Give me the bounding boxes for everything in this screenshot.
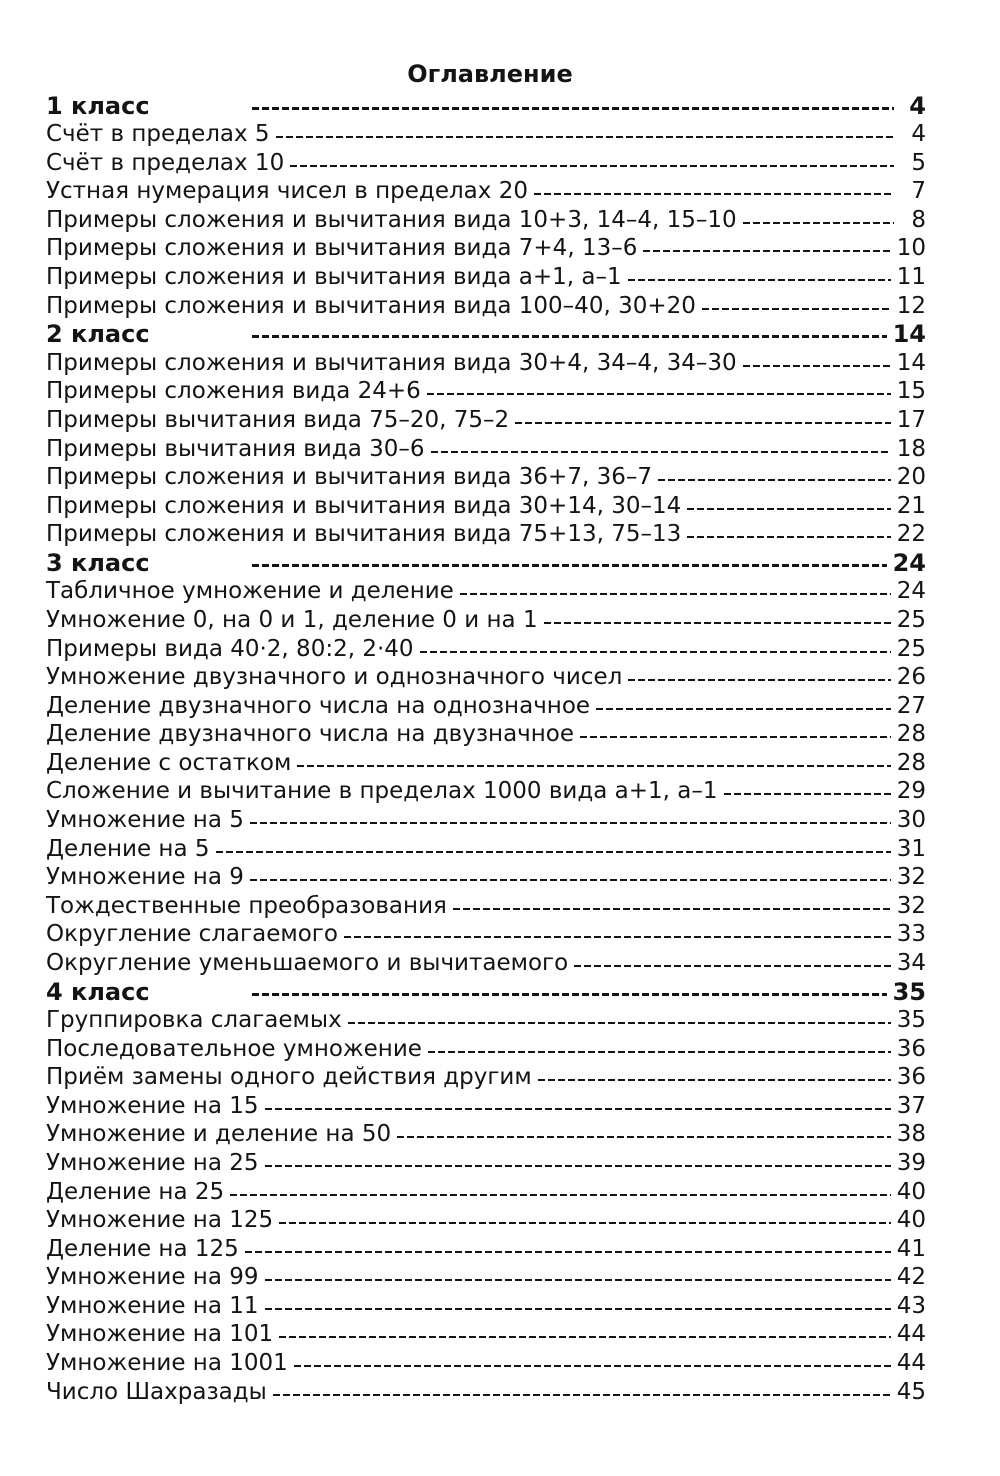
toc-list [46,90,926,1405]
toc-entry-label: Устная нумерация чисел в пределах 20 [46,178,528,205]
toc-page-number: 21 [896,492,926,519]
toc-entry [46,862,926,891]
toc-entry-label: Примеры сложения вида 24+6 [46,378,421,405]
toc-entry-label: Деление на 125 [46,1235,239,1262]
toc-page-number: 37 [896,1092,926,1119]
toc-entry-label: Умножение на 25 [46,1149,259,1176]
toc-page-number: 44 [896,1350,926,1377]
toc-page-number: 24 [892,548,926,577]
toc-page-number: 20 [896,464,926,491]
toc-entry [46,1005,926,1034]
toc-entry [46,604,926,633]
dash-leader [265,1308,891,1310]
dash-leader [397,1136,891,1138]
dash-leader [580,736,891,738]
toc-page-number: 38 [896,1121,926,1148]
toc-page-number: 29 [896,778,926,805]
toc-entry-label: Примеры вида 40·2, 80:2, 2·40 [46,635,414,662]
toc-entry [46,1176,926,1205]
toc-page-number: 12 [896,292,926,319]
toc-entry [46,204,926,233]
toc-page-number: 14 [892,320,926,349]
dash-leader [290,165,894,167]
dash-leader [515,422,891,424]
dash-leader [294,1365,891,1367]
toc-entry [46,947,926,976]
toc-entry-label: Табличное умножение и деление [46,578,454,605]
toc-entry-label: Тождественные преобразования [46,892,447,919]
toc-page-number: 14 [896,349,926,376]
toc-entry [46,690,926,719]
toc-entry [46,804,926,833]
toc-page-number: 7 [911,178,926,205]
dash-leader [252,107,894,110]
toc-section-heading [46,547,926,576]
dash-leader [344,936,891,938]
dash-leader [453,908,891,910]
toc-entry [46,347,926,376]
toc-section-heading [46,976,926,1005]
toc-page-number: 41 [896,1235,926,1262]
toc-entry-label: Деление двузначного числа на двузначное [46,721,575,748]
dash-leader [265,1165,891,1167]
toc-entry [46,1376,926,1405]
toc-page-number: 42 [896,1264,926,1291]
toc-page-number: 44 [896,1321,926,1348]
toc-entry [46,633,926,662]
toc-page-number: 28 [896,721,926,748]
toc-page-number: 10 [896,235,926,262]
dash-leader [252,564,887,567]
toc-entry-label: Умножение на 15 [46,1092,259,1119]
toc-entry [46,719,926,748]
dash-leader [534,193,894,195]
toc-entry-label: Умножение на 101 [46,1321,274,1348]
toc-page-number: 35 [892,977,926,1006]
toc-section-label: 4 класс [46,977,150,1006]
toc-page-number: 28 [896,749,926,776]
toc-entry [46,776,926,805]
toc-entry [46,1147,926,1176]
toc-entry-label: Умножение и деление на 50 [46,1121,392,1148]
dash-leader [348,1022,891,1024]
toc-page-number: 45 [896,1378,926,1405]
toc-title: Оглавление [407,60,573,88]
toc-entry-label: Примеры вычитания вида 75–20, 75–2 [46,406,510,433]
toc-page-number: 27 [896,692,926,719]
toc-entry [46,1347,926,1376]
toc-entry-label: Примеры сложения и вычитания вида 100–40, 30+20 [46,292,696,319]
toc-page-number: 17 [896,406,926,433]
toc-section-label: 3 класс [46,548,150,577]
toc-page-number: 26 [896,664,926,691]
toc-page-number: 43 [896,1292,926,1319]
toc-page-number: 11 [896,264,926,291]
toc-page-number: 32 [896,892,926,919]
toc-entry [46,1062,926,1091]
toc-entry [46,404,926,433]
dash-leader [265,1279,891,1281]
toc-entry-label: Сложение и вычитание в пределах 1000 вида а+1, а–1 [46,778,718,805]
toc-page [46,58,926,1405]
toc-entry [46,1262,926,1291]
dash-leader [276,136,894,138]
toc-entry [46,919,926,948]
dash-leader [643,250,890,252]
toc-entry [46,576,926,605]
toc-entry [46,1090,926,1119]
dash-leader [538,1079,891,1081]
dash-leader [687,536,890,538]
toc-page-number: 15 [896,378,926,405]
toc-entry-label: Деление с остатком [46,749,292,776]
dash-leader [427,393,891,395]
toc-page-number: 31 [896,835,926,862]
dash-leader [628,279,891,281]
dash-leader [420,651,891,653]
toc-entry-label: Число Шахразады [46,1378,267,1405]
toc-entry-label: Округление уменьшаемого и вычитаемого [46,949,569,976]
toc-entry [46,462,926,491]
toc-section-heading [46,90,926,119]
toc-entry [46,519,926,548]
dash-leader [250,879,891,881]
toc-entry-label: Примеры сложения и вычитания вида 36+7, 36–7 [46,464,652,491]
toc-entry-label: Умножение на 99 [46,1264,259,1291]
toc-section-label: 1 класс [46,91,150,120]
dash-leader [628,679,890,681]
toc-entry [46,890,926,919]
toc-entry [46,433,926,462]
dash-leader [265,1108,891,1110]
toc-page-number: 40 [896,1207,926,1234]
toc-entry-label: Примеры вычитания вида 30–6 [46,435,425,462]
toc-page-number: 30 [896,807,926,834]
toc-entry [46,1290,926,1319]
toc-entry-label: Деление на 5 [46,835,210,862]
dash-leader [250,822,891,824]
toc-entry-label: Умножение 0, на 0 и 1, деление 0 и на 1 [46,606,538,633]
toc-entry [46,1205,926,1234]
toc-entry-label: Умножение двузначного и однозначного чисел [46,664,623,691]
dash-leader [252,993,887,996]
toc-entry-label: Примеры сложения и вычитания вида 30+14, 30–14 [46,492,682,519]
toc-entry-label: Умножение на 5 [46,807,244,834]
toc-entry-label: Умножение на 11 [46,1292,259,1319]
dash-leader [596,708,891,710]
toc-entry [46,261,926,290]
toc-entry [46,376,926,405]
dash-leader [297,765,890,767]
toc-entry-label: Примеры сложения и вычитания вида 30+4, 34–4, 34–30 [46,349,737,376]
toc-page-number: 36 [896,1064,926,1091]
toc-entry-label: Умножение на 125 [46,1207,274,1234]
dash-leader [230,1194,891,1196]
toc-entry [46,1119,926,1148]
toc-entry-label: Счёт в пределах 5 [46,121,270,148]
toc-entry-label: Умножение на 9 [46,864,244,891]
toc-section-heading [46,319,926,348]
toc-page-number: 33 [896,921,926,948]
toc-page-number: 34 [896,949,926,976]
toc-entry-label: Примеры сложения и вычитания вида 7+4, 13–6 [46,235,638,262]
toc-page-number: 39 [896,1149,926,1176]
toc-page-number: 4 [909,91,926,120]
toc-entry [46,833,926,862]
toc-page-number: 24 [896,578,926,605]
dash-leader [743,365,891,367]
toc-entry [46,490,926,519]
toc-entry-label: Примеры сложения и вычитания вида 10+3, 14–4, 15–10 [46,206,737,233]
toc-page-number: 40 [896,1178,926,1205]
toc-entry-label: Деление на 25 [46,1178,225,1205]
toc-page-number: 18 [896,435,926,462]
toc-entry [46,119,926,148]
dash-leader [428,1051,891,1053]
dash-leader [216,851,891,853]
dash-leader [687,508,890,510]
toc-section-label: 2 класс [46,320,150,349]
toc-entry-label: Примеры сложения и вычитания вида 75+13, 75–13 [46,521,682,548]
dash-leader [574,965,891,967]
toc-entry-label: Примеры сложения и вычитания вида а+1, а–1 [46,264,622,291]
dash-leader [460,593,891,595]
toc-page-number: 25 [896,606,926,633]
dash-leader [252,335,887,338]
dash-leader [273,1394,891,1396]
toc-page-number: 35 [896,1007,926,1034]
toc-page-number: 5 [911,149,926,176]
toc-entry-label: Счёт в пределах 10 [46,149,285,176]
toc-entry-label: Умножение на 1001 [46,1350,288,1377]
dash-leader [658,479,891,481]
toc-entry [46,290,926,319]
toc-entry [46,1319,926,1348]
toc-entry-label: Группировка слагаемых [46,1007,342,1034]
dash-leader [279,1336,891,1338]
dash-leader [544,622,891,624]
toc-entry-label: Приём замены одного действия другим [46,1064,532,1091]
toc-entry-label: Округление слагаемого [46,921,338,948]
toc-page-number: 4 [911,121,926,148]
toc-entry-label: Последовательное умножение [46,1035,422,1062]
toc-entry [46,233,926,262]
dash-leader [431,451,891,453]
dash-leader [279,1222,891,1224]
dash-leader [743,222,894,224]
toc-page-number: 22 [896,521,926,548]
toc-page-number: 25 [896,635,926,662]
toc-entry [46,1233,926,1262]
toc-page-number: 36 [896,1035,926,1062]
toc-entry [46,747,926,776]
toc-page-number: 8 [911,206,926,233]
dash-leader [702,308,891,310]
toc-entry-label: Деление двузначного числа на однозначное [46,692,591,719]
toc-page-number: 32 [896,864,926,891]
toc-entry [46,662,926,691]
toc-entry [46,176,926,205]
toc-entry [46,1033,926,1062]
dash-leader [245,1251,891,1253]
toc-entry [46,147,926,176]
dash-leader [724,793,891,795]
